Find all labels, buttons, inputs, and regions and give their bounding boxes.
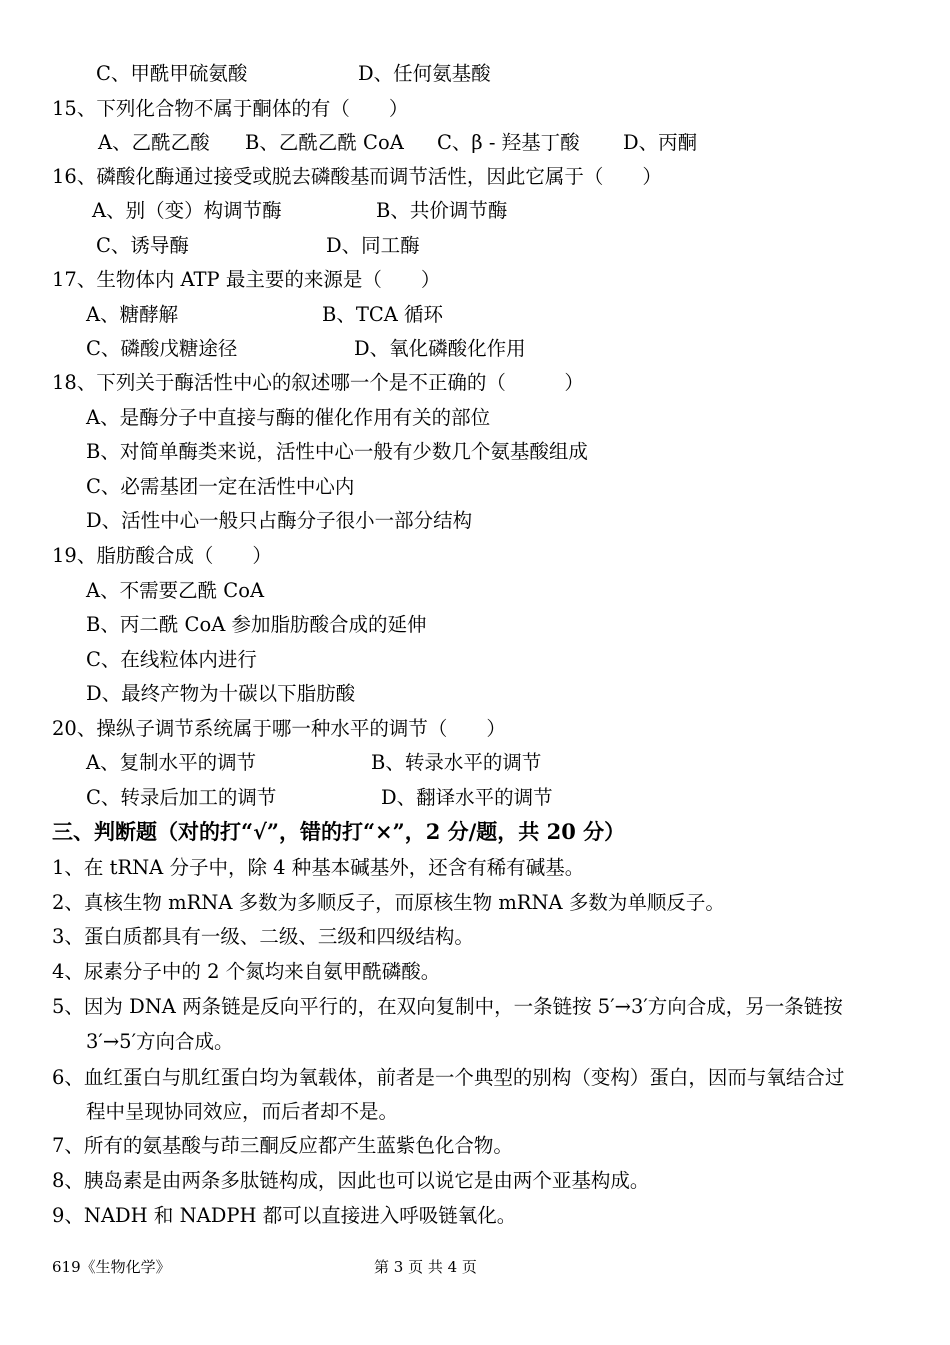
judgment-item: 2、真核生物 mRNA 多数为多顺反子，而原核生物 mRNA 多数为单顺反子。 (52, 891, 725, 914)
q18-option-a: A、是酶分子中直接与酶的催化作用有关的部位 (86, 406, 491, 429)
judgment-item: 8、胰岛素是由两条多肽链构成，因此也可以说它是由两个亚基构成。 (52, 1169, 650, 1192)
q20-option-d: D、翻译水平的调节 (381, 786, 553, 809)
judgment-item: 3、蛋白质都具有一级、二级、三级和四级结构。 (52, 925, 474, 948)
q17-stem: 17、生物体内 ATP 最主要的来源是（ ） (52, 268, 441, 291)
judgment-item-continuation: 3′→5′方向合成。 (86, 1030, 234, 1053)
q14-option-d: D、任何氨基酸 (358, 62, 491, 85)
q17-option-d: D、氧化磷酸化作用 (354, 337, 526, 360)
q17-option-b: B、TCA 循环 (322, 303, 444, 326)
q19-option-c: C、在线粒体内进行 (86, 648, 257, 671)
q20-option-b: B、转录水平的调节 (371, 751, 542, 774)
q19-option-d: D、最终产物为十碳以下脂肪酸 (86, 682, 356, 705)
q18-stem: 18、下列关于酶活性中心的叙述哪一个是不正确的（ ） (52, 371, 584, 394)
footer-course: 619《生物化学》 (52, 1258, 171, 1276)
q18-option-c: C、必需基团一定在活性中心内 (86, 475, 355, 498)
section-heading: 三、判断题（对的打“√”，错的打“×”，2 分/题，共 20 分） (52, 819, 626, 844)
footer-page-number: 第 3 页 共 4 页 (374, 1258, 477, 1276)
q18-option-b: B、对简单酶类来说，活性中心一般有少数几个氨基酸组成 (86, 440, 588, 463)
q15-option-c: C、β - 羟基丁酸 (437, 131, 580, 154)
q16-stem: 16、磷酸化酶通过接受或脱去磷酸基而调节活性，因此它属于（ ） (52, 165, 662, 188)
q19-stem: 19、脂肪酸合成（ ） (52, 544, 272, 567)
q16-option-d: D、同工酶 (326, 234, 420, 257)
q20-option-c: C、转录后加工的调节 (86, 786, 277, 809)
q15-option-b: B、乙酰乙酰 CoA (245, 131, 404, 154)
q17-option-a: A、糖酵解 (86, 303, 179, 326)
judgment-item: 4、尿素分子中的 2 个氮均来自氨甲酰磷酸。 (52, 960, 441, 983)
q17-option-c: C、磷酸戊糖途径 (86, 337, 238, 360)
q16-option-b: B、共价调节酶 (376, 199, 508, 222)
judgment-item: 6、血红蛋白与肌红蛋白均为氧载体，前者是一个典型的别构（变构）蛋白，因而与氧结合过 (52, 1066, 845, 1089)
judgment-item: 7、所有的氨基酸与茚三酮反应都产生蓝紫色化合物。 (52, 1134, 513, 1157)
q15-stem: 15、下列化合物不属于酮体的有（ ） (52, 97, 409, 120)
q15-option-a: A、乙酰乙酸 (98, 131, 210, 154)
q20-stem: 20、操纵子调节系统属于哪一种水平的调节（ ） (52, 717, 506, 740)
judgment-item-continuation: 程中呈现协同效应，而后者却不是。 (86, 1100, 399, 1123)
judgment-item: 9、NADH 和 NADPH 都可以直接进入呼吸链氧化。 (52, 1204, 517, 1227)
q15-option-d: D、丙酮 (623, 131, 698, 154)
q16-option-c: C、诱导酶 (96, 234, 189, 257)
q14-option-c: C、甲酰甲硫氨酸 (96, 62, 248, 85)
q19-option-a: A、不需要乙酰 CoA (86, 579, 265, 602)
judgment-item: 1、在 tRNA 分子中，除 4 种基本碱基外，还含有稀有碱基。 (52, 856, 585, 879)
q20-option-a: A、复制水平的调节 (86, 751, 257, 774)
q16-option-a: A、别（变）构调节酶 (92, 199, 282, 222)
q19-option-b: B、丙二酰 CoA 参加脂肪酸合成的延伸 (86, 613, 427, 636)
q18-option-d: D、活性中心一般只占酶分子很小一部分结构 (86, 509, 473, 532)
judgment-item: 5、因为 DNA 两条链是反向平行的，在双向复制中，一条链按 5′→3′方向合成，另一条链按 (52, 995, 843, 1018)
